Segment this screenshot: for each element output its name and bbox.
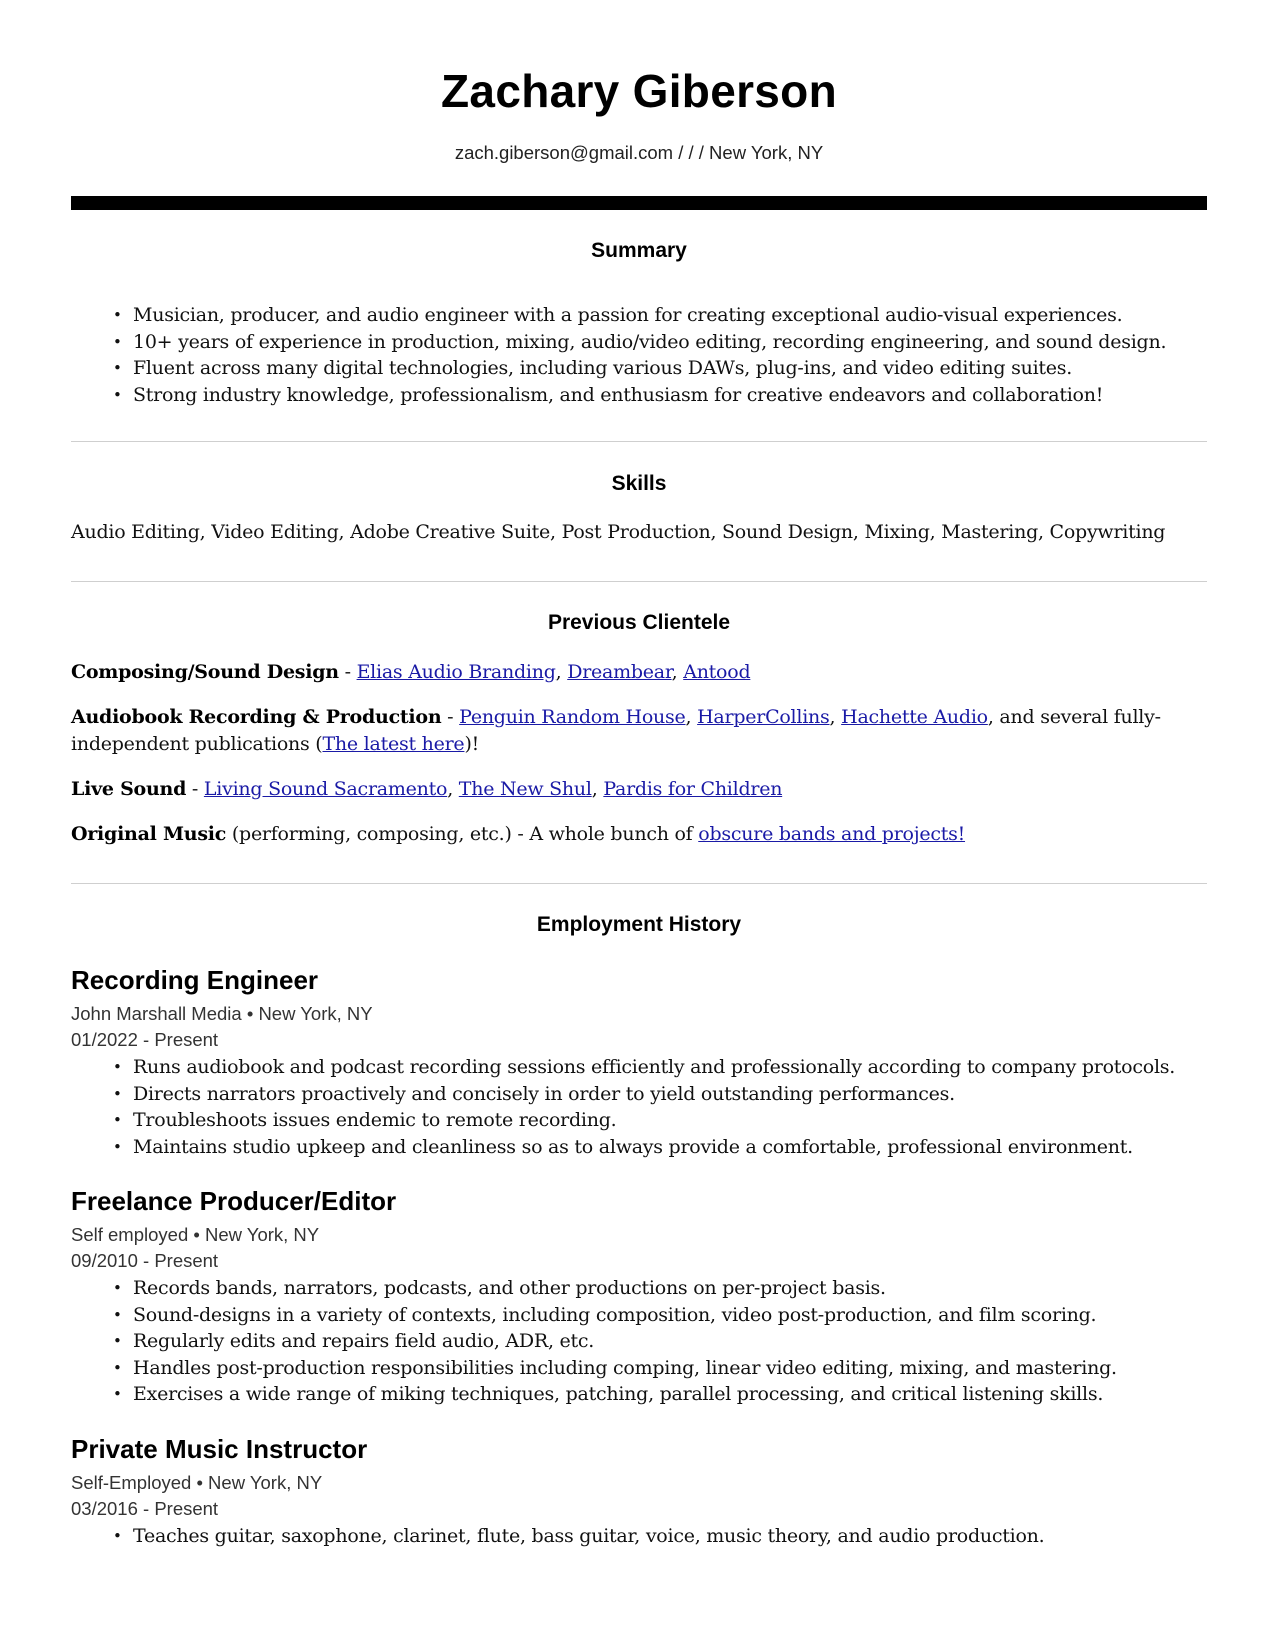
skills-heading: Skills [611,472,667,495]
job-bullets [109,1275,1207,1408]
link-obscure-bands[interactable]: obscure bands and projects! [698,823,966,845]
link-hachette-audio[interactable]: Hachette Audio [841,706,988,728]
clientele-label: Original Music [71,823,227,845]
list-item: • Strong industry knowledge, professionalism, and enthusiasm for creative endeavors and collaboration! [109,382,1207,409]
list-item: • Musician, producer, and audio engineer with a passion for creating exceptional audio-visual experiences. [109,302,1207,329]
link-penguin-random-house[interactable]: Penguin Random House [459,706,686,728]
clientele-label: Live Sound [71,778,187,800]
link-dreambear[interactable]: Dreambear [567,661,672,683]
page-title: Zachary Giberson [441,65,837,117]
job-title: Private Music Instructor [71,1434,368,1464]
list-item: • Troubleshoots issues endemic to remote recording. [109,1107,1207,1134]
job-company: Self-Employed • New York, NY [71,1472,323,1493]
job-company: Self employed • New York, NY [71,1224,320,1245]
list-item: • Records bands, narrators, podcasts, and other productions on per-project basis. [109,1275,1207,1302]
section-divider [71,581,1207,582]
clientele-live-sound: Live Sound - Living Sound Sacramento, The New Shul, Pardis for Children [71,778,783,800]
section-divider [71,883,1207,884]
summary-list [109,302,1207,408]
employment-heading: Employment History [536,913,742,936]
job-title: Recording Engineer [71,965,319,995]
link-the-new-shul[interactable]: The New Shul [458,778,592,800]
job-company: John Marshall Media • New York, NY [71,1003,373,1024]
link-elias-audio-branding[interactable]: Elias Audio Branding [356,661,556,683]
link-living-sound-sacramento[interactable]: Living Sound Sacramento [203,778,448,800]
list-item: • Exercises a wide range of miking techniques, patching, parallel processing, and critical listening skills. [109,1381,1207,1408]
job-title: Freelance Producer/Editor [71,1186,397,1216]
link-latest-publication[interactable]: The latest here [322,733,465,755]
list-item: • Runs audiobook and podcast recording sessions efficiently and professionally according to company protocols. [109,1054,1207,1081]
job-dates: 09/2010 - Present [71,1250,219,1271]
job-bullets [109,1523,1207,1550]
list-item: • Maintains studio upkeep and cleanliness so as to always provide a comfortable, professional environment. [109,1134,1207,1161]
link-pardis-for-children[interactable]: Pardis for Children [603,778,783,800]
clientele-label: Audiobook Recording & Production [71,706,442,728]
list-item: • Directs narrators proactively and concisely in order to yield outstanding performances. [109,1081,1207,1108]
list-item: • 10+ years of experience in production, mixing, audio/video editing, recording engineering, and sound design. [109,329,1207,356]
clientele-heading: Previous Clientele [547,611,731,634]
contact-line: zach.giberson@gmail.com / / / New York, NY [454,142,824,163]
header-divider [71,196,1207,210]
job-dates: 03/2016 - Present [71,1498,219,1519]
list-item: • Fluent across many digital technologies, including various DAWs, plug-ins, and video editing suites. [109,355,1207,382]
skills-text: Audio Editing, Video Editing, Adobe Creative Suite, Post Production, Sound Design, Mixing, Mastering, Copywriting [71,521,1166,543]
section-divider [71,441,1207,442]
clientele-label: Composing/Sound Design [71,661,339,683]
job-dates: 01/2022 - Present [71,1029,219,1050]
clientele-original-music: Original Music (performing, composing, etc.) - A whole bunch of obscure bands and projects! [71,823,966,845]
link-harpercollins[interactable]: HarperCollins [697,706,830,728]
link-antood[interactable]: Antood [683,661,751,683]
summary-heading: Summary [591,239,687,262]
clientele-audiobook: Audiobook Recording & Production - Penguin Random House, HarperCollins, Hachette Audio, and several fully-independent publications (The latest here)! [71,706,1161,755]
list-item: • Sound-designs in a variety of contexts, including composition, video post-production, and film scoring. [109,1302,1207,1329]
job-bullets [109,1054,1207,1160]
list-item: • Regularly edits and repairs field audio, ADR, etc. [109,1328,1207,1355]
list-item: • Teaches guitar, saxophone, clarinet, flute, bass guitar, voice, music theory, and audio production. [109,1523,1207,1550]
clientele-composing: Composing/Sound Design - Elias Audio Branding, Dreambear, Antood [71,661,751,683]
list-item: • Handles post-production responsibilities including comping, linear video editing, mixing, and mastering. [109,1355,1207,1382]
